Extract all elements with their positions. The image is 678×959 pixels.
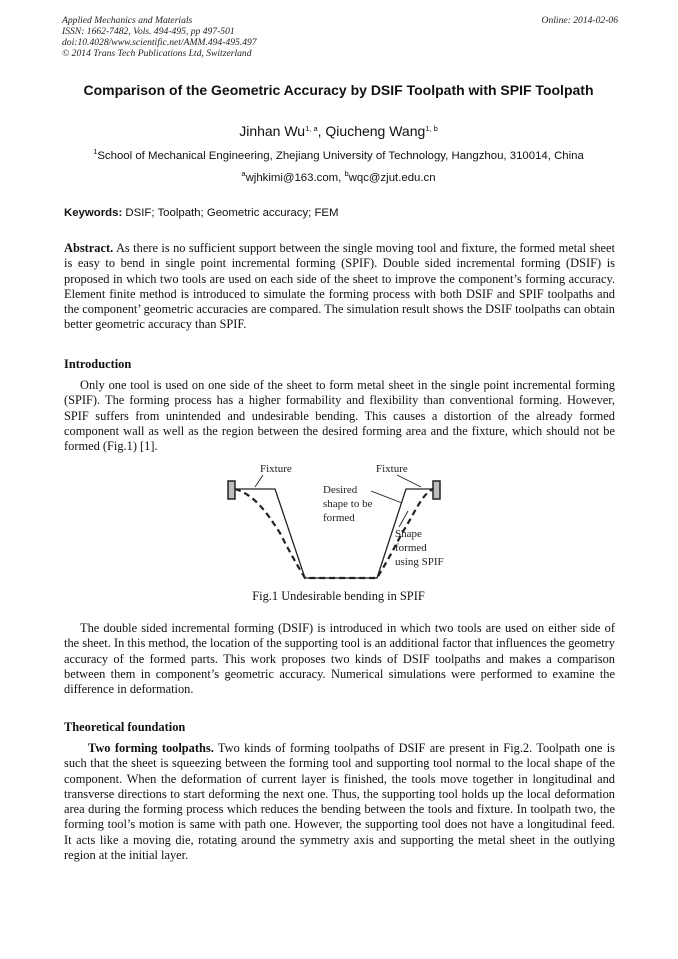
figure-1-spif-bending (225, 461, 447, 583)
author-2: Qiucheng Wang (325, 123, 426, 139)
shape-spif-leader (399, 511, 408, 527)
desired-leader (371, 491, 402, 503)
email-a-mark: a (241, 169, 246, 178)
theory-text: Two kinds of forming toolpaths of DSIF are present in Fig.2. Toolpath one is such that the sheet is squeezing between the forming tool and supporting tool normal to the local shape of the component. When the deformation of current layer is finished, the tools move together in longitudinal and transverse directions to start deforming the next one. Thus, the supporting tool holds up the local deformation area during the forming process which reduces the bending between the tools and fixture. In toolpath two, the forming tool’s motion is same with path one. However, the supporting tool does not have a longitudinal feed. It acts like a moving die, rotating around the symmetry axis and supporting the metal sheet in the outlying region at the initial layer. (64, 741, 616, 863)
journal-issn: ISSN: 1662-7482, Vols. 494-495, pp 497-501 (62, 26, 235, 37)
journal-doi: doi:10.4028/www.scientific.net/AMM.494-495.497 (62, 37, 257, 48)
introduction-heading: Introduction (64, 357, 132, 371)
label-fixture-right: Fixture (376, 463, 408, 475)
keywords-text: DSIF; Toolpath; Geometric accuracy; FEM (122, 207, 339, 219)
email-line (62, 170, 615, 186)
journal-name: Applied Mechanics and Materials (62, 15, 193, 26)
paper-title: Comparison of the Geometric Accuracy by DSIF Toolpath with SPIF Toolpath (83, 82, 594, 98)
journal-header (62, 15, 618, 59)
fixture-right-block (433, 481, 440, 499)
author-2-affil: 1, b (425, 124, 438, 133)
affiliation-text: School of Mechanical Engineering, Zhejiang University of Technology, Hangzhou, 310014, China (97, 150, 584, 162)
label-desired-3: formed (323, 512, 355, 524)
label-shape-3: using SPIF (395, 556, 444, 568)
theory-heading: Theoretical foundation (64, 720, 186, 734)
label-desired-1: Desired (323, 484, 358, 496)
email-b[interactable]: wqc@zjut.edu.cn (348, 172, 436, 184)
online-date: Online: 2014-02-06 (541, 15, 618, 26)
email-b-mark: b (344, 169, 349, 178)
label-desired-2: shape to be (323, 498, 373, 510)
introduction-paragraph-2: The double sided incremental forming (DSIF) is introduced in which two tools are used on either side of the sheet. In this method, the location of the supporting tool is an additional factor that influences the geometry accuracy of the formed parts. This work proposes two kinds of DSIF toolpaths and makes a comparison between them in component’s geometric accuracy. Numerical simulations were performed to examine the difference in deformation. (64, 621, 615, 697)
author-1-affil: 1, a (305, 124, 318, 133)
fixture-right-leader (397, 475, 421, 487)
fixture-left-leader (255, 475, 263, 487)
affiliation (62, 148, 615, 164)
author-separator: , (317, 123, 326, 139)
label-shape-2: formed (395, 542, 427, 554)
keywords-label: Keywords: (64, 207, 123, 219)
label-shape-1: Shape (395, 528, 422, 540)
affiliation-mark: 1 (93, 147, 98, 156)
author-line (62, 122, 615, 140)
label-fixture-left: Fixture (260, 463, 292, 475)
email-a[interactable]: wjhkimi@163.com (245, 172, 339, 184)
email-separator: , (338, 172, 345, 184)
abstract (64, 241, 615, 333)
figure-1-caption: Fig.1 Undesirable bending in SPIF (252, 589, 425, 603)
author-1: Jinhan Wu (239, 123, 306, 139)
abstract-text: As there is no sufficient support between the single moving tool and fixture, the formed metal sheet is easy to bend in single point incremental forming (SPIF). Double sided incremental forming (DSIF) is proposed in which two tools are used on each side of the sheet to improve the component’s forming accuracy. Element finite method is introduced to simulate the forming process with both DSIF and SPIF toolpaths and the component’ geometric accuracies are compared. The simulation result shows the DSIF toolpaths can obtain better geometric accuracy than SPIF. (64, 241, 615, 332)
theory-subheading: Two forming toolpaths. (88, 741, 214, 755)
theory-paragraph-1 (64, 741, 615, 863)
abstract-label: Abstract. (64, 241, 114, 255)
journal-copyright: © 2014 Trans Tech Publications Ltd, Switzerland (62, 48, 252, 59)
fixture-left-block (228, 481, 235, 499)
introduction-paragraph-1: Only one tool is used on one side of the sheet to form metal sheet in the single point incremental forming (SPIF). The forming process has a higher formability and flexibility than conventional forming. However, SPIF suffers from unintended and undesirable bending. This causes a distortion of the already formed component wall as well as the region between the desired forming area and the fixture, which should not be formed (Fig.1) [1]. (64, 378, 615, 454)
keywords (64, 205, 617, 221)
